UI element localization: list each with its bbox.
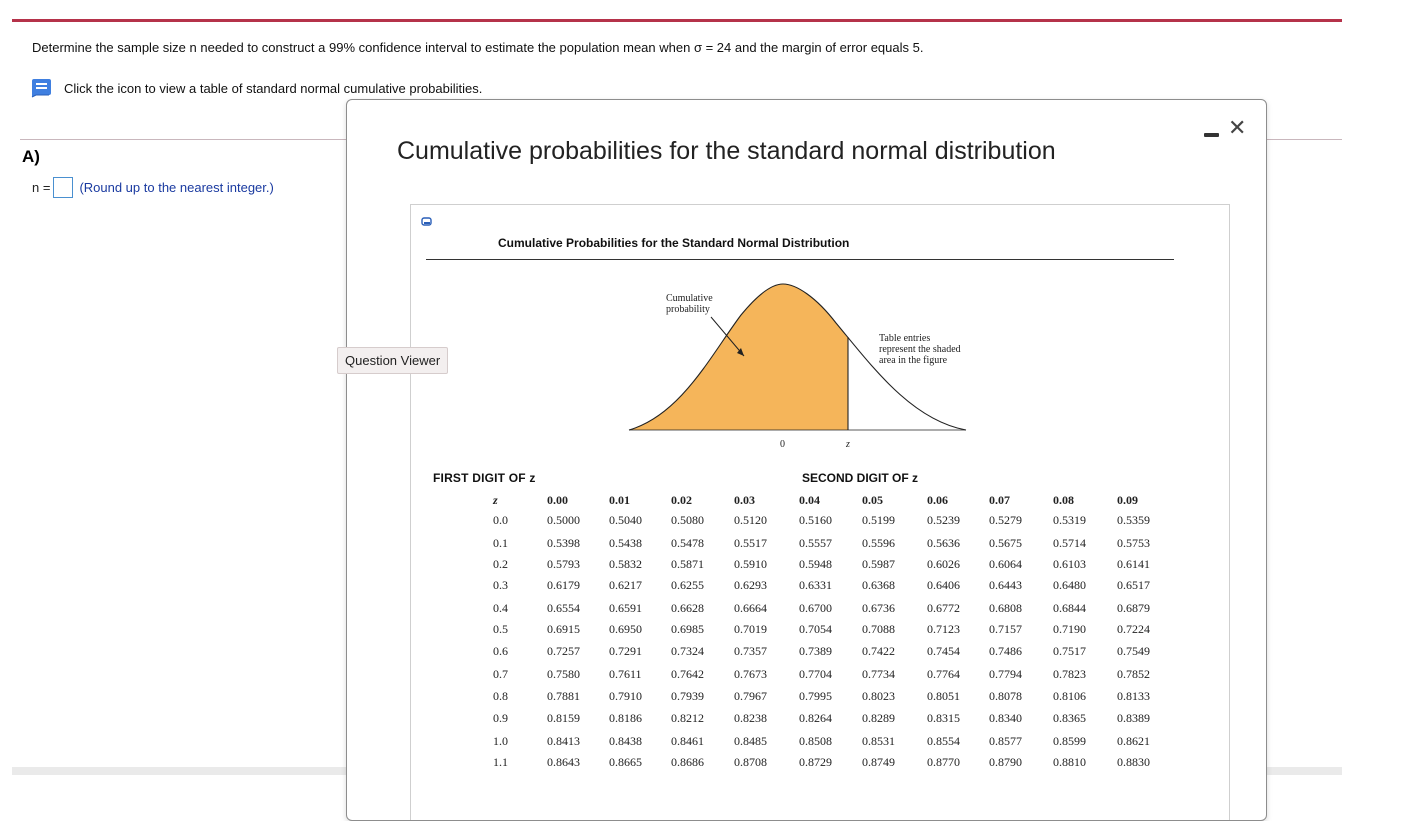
question-text: Determine the sample size n needed to construct a 99% confidence interval to estimate the population mean when σ = 24 and the margin of error equals 5.: [32, 40, 924, 55]
entries-label-3: area in the figure: [879, 355, 948, 366]
z-value-cell: 0.0: [493, 513, 508, 527]
probability-cell: 0.6255: [671, 578, 704, 592]
probability-cell: 0.6331: [799, 578, 832, 592]
normal-curve-figure: [411, 205, 1229, 465]
probability-cell: 0.7642: [671, 667, 704, 681]
probability-cell: 0.8665: [609, 755, 642, 769]
probability-cell: 0.6293: [734, 578, 767, 592]
axis-z-label: z: [846, 439, 850, 450]
probability-cell: 0.5753: [1117, 536, 1150, 550]
probability-cell: 0.8485: [734, 734, 767, 748]
probability-cell: 0.7852: [1117, 667, 1150, 681]
second-digit-header: 0.08: [1053, 493, 1074, 507]
probability-cell: 0.8078: [989, 689, 1022, 703]
second-digit-header: 0.04: [799, 493, 820, 507]
probability-cell: 0.6736: [862, 601, 895, 615]
probability-cell: 0.7422: [862, 644, 895, 658]
probability-cell: 0.7995: [799, 689, 832, 703]
probability-cell: 0.7881: [547, 689, 580, 703]
probability-cell: 0.7794: [989, 667, 1022, 681]
second-digit-header: 0.03: [734, 493, 755, 507]
probability-cell: 0.8770: [927, 755, 960, 769]
probability-cell: 0.5948: [799, 557, 832, 571]
z-value-cell: 0.3: [493, 578, 508, 592]
cumulative-table-dialog: [346, 99, 1267, 821]
dialog-title: Cumulative probabilities for the standard normal distribution: [397, 137, 1056, 165]
probability-cell: 0.7823: [1053, 667, 1086, 681]
probability-cell: 0.7764: [927, 667, 960, 681]
probability-cell: 0.8365: [1053, 711, 1086, 725]
probability-cell: 0.8289: [862, 711, 895, 725]
probability-cell: 0.5438: [609, 536, 642, 550]
probability-cell: 0.7967: [734, 689, 767, 703]
probability-cell: 0.7549: [1117, 644, 1150, 658]
probability-cell: 0.7324: [671, 644, 704, 658]
probability-cell: 0.6950: [609, 622, 642, 636]
probability-cell: 0.6554: [547, 601, 580, 615]
probability-cell: 0.6217: [609, 578, 642, 592]
second-digit-header: 0.02: [671, 493, 692, 507]
minimize-icon[interactable]: [1204, 133, 1219, 137]
probability-cell: 0.6591: [609, 601, 642, 615]
cumulative-label-2: probability: [666, 304, 710, 315]
probability-cell: 0.7734: [862, 667, 895, 681]
probability-cell: 0.8729: [799, 755, 832, 769]
probability-cell: 0.8133: [1117, 689, 1150, 703]
probability-cell: 0.8186: [609, 711, 642, 725]
probability-cell: 0.6985: [671, 622, 704, 636]
probability-cell: 0.8599: [1053, 734, 1086, 748]
probability-cell: 0.8413: [547, 734, 580, 748]
z-value-cell: 1.1: [493, 755, 508, 769]
second-digit-header: 0.01: [609, 493, 630, 507]
z-value-cell: 0.1: [493, 536, 508, 550]
answer-row: [32, 177, 274, 198]
z-value-cell: 0.7: [493, 667, 508, 681]
z-value-cell: 0.8: [493, 689, 508, 703]
z-value-cell: 0.4: [493, 601, 508, 615]
first-digit-label: FIRST DIGIT OF z: [433, 471, 536, 485]
probability-cell: 0.8315: [927, 711, 960, 725]
probability-cell: 0.6808: [989, 601, 1022, 615]
probability-cell: 0.7291: [609, 644, 642, 658]
probability-cell: 0.7486: [989, 644, 1022, 658]
probability-cell: 0.8554: [927, 734, 960, 748]
probability-cell: 0.7704: [799, 667, 832, 681]
probability-cell: 0.6103: [1053, 557, 1086, 571]
probability-cell: 0.8830: [1117, 755, 1150, 769]
z-value-cell: 1.0: [493, 734, 508, 748]
probability-cell: 0.7517: [1053, 644, 1086, 658]
probability-cell: 0.7611: [609, 667, 642, 681]
probability-cell: 0.8810: [1053, 755, 1086, 769]
probability-cell: 0.5557: [799, 536, 832, 550]
round-hint: (Round up to the nearest integer.): [79, 180, 274, 195]
probability-cell: 0.8708: [734, 755, 767, 769]
z-value-cell: 0.5: [493, 622, 508, 636]
probability-cell: 0.8212: [671, 711, 704, 725]
probability-cell: 0.6480: [1053, 578, 1086, 592]
probability-cell: 0.6179: [547, 578, 580, 592]
probability-cell: 0.5636: [927, 536, 960, 550]
z-value-cell: 0.6: [493, 644, 508, 658]
probability-cell: 0.7157: [989, 622, 1022, 636]
probability-cell: 0.8508: [799, 734, 832, 748]
probability-cell: 0.5000: [547, 513, 580, 527]
second-digit-header: 0.05: [862, 493, 883, 507]
probability-cell: 0.8749: [862, 755, 895, 769]
probability-cell: 0.7123: [927, 622, 960, 636]
probability-cell: 0.7019: [734, 622, 767, 636]
probability-cell: 0.5478: [671, 536, 704, 550]
probability-cell: 0.6406: [927, 578, 960, 592]
probability-cell: 0.5120: [734, 513, 767, 527]
probability-cell: 0.5517: [734, 536, 767, 550]
probability-cell: 0.7357: [734, 644, 767, 658]
table-link-text[interactable]: Click the icon to view a table of standard normal cumulative probabilities.: [64, 80, 483, 96]
probability-cell: 0.6141: [1117, 557, 1150, 571]
probability-cell: 0.5199: [862, 513, 895, 527]
probability-cell: 0.8051: [927, 689, 960, 703]
probability-cell: 0.8577: [989, 734, 1022, 748]
probability-cell: 0.6700: [799, 601, 832, 615]
answer-input[interactable]: [53, 177, 73, 198]
probability-cell: 0.6772: [927, 601, 960, 615]
probability-cell: 0.6368: [862, 578, 895, 592]
probability-cell: 0.6026: [927, 557, 960, 571]
probability-cell: 0.5359: [1117, 513, 1150, 527]
question-viewer-tooltip: Question Viewer: [337, 347, 448, 374]
probability-cell: 0.6517: [1117, 578, 1150, 592]
z-header: z: [493, 493, 498, 507]
probability-cell: 0.8389: [1117, 711, 1150, 725]
probability-cell: 0.6628: [671, 601, 704, 615]
probability-cell: 0.7673: [734, 667, 767, 681]
probability-cell: 0.8159: [547, 711, 580, 725]
second-digit-label: SECOND DIGIT OF z: [802, 471, 919, 485]
probability-cell: 0.6664: [734, 601, 767, 615]
probability-cell: 0.5040: [609, 513, 642, 527]
probability-cell: 0.7224: [1117, 622, 1150, 636]
axis-zero-label: 0: [780, 439, 785, 450]
probability-cell: 0.7054: [799, 622, 832, 636]
cumulative-label-1: Cumulative: [666, 293, 713, 304]
probability-cell: 0.7910: [609, 689, 642, 703]
table-link-row[interactable]: [30, 78, 482, 98]
probability-cell: 0.5319: [1053, 513, 1086, 527]
table-figure: [410, 204, 1230, 821]
probability-cell: 0.8340: [989, 711, 1022, 725]
probability-cell: 0.8264: [799, 711, 832, 725]
probability-cell: 0.8438: [609, 734, 642, 748]
probability-cell: 0.8531: [862, 734, 895, 748]
probability-cell: 0.7939: [671, 689, 704, 703]
probability-cell: 0.8461: [671, 734, 704, 748]
probability-cell: 0.5596: [862, 536, 895, 550]
probability-cell: 0.8023: [862, 689, 895, 703]
probability-cell: 0.5793: [547, 557, 580, 571]
probability-cell: 0.5987: [862, 557, 895, 571]
probability-cell: 0.5910: [734, 557, 767, 571]
second-digit-header: 0.07: [989, 493, 1010, 507]
probability-cell: 0.6879: [1117, 601, 1150, 615]
probability-cell: 0.5279: [989, 513, 1022, 527]
probability-cell: 0.8238: [734, 711, 767, 725]
second-digit-header: 0.00: [547, 493, 568, 507]
probability-cell: 0.6064: [989, 557, 1022, 571]
probability-cell: 0.7190: [1053, 622, 1086, 636]
top-accent-bar: [12, 19, 1342, 22]
figure-title: Cumulative Probabilities for the Standard Normal Distribution: [498, 236, 850, 250]
probability-cell: 0.5398: [547, 536, 580, 550]
probability-cell: 0.5871: [671, 557, 704, 571]
probability-cell: 0.5832: [609, 557, 642, 571]
entries-label-1: Table entries: [879, 333, 931, 344]
probability-cell: 0.5160: [799, 513, 832, 527]
probability-cell: 0.6844: [1053, 601, 1086, 615]
close-icon[interactable]: ✕: [1228, 115, 1247, 140]
probability-cell: 0.7088: [862, 622, 895, 636]
probability-cell: 0.5714: [1053, 536, 1086, 550]
probability-cell: 0.5080: [671, 513, 704, 527]
probability-cell: 0.7389: [799, 644, 832, 658]
part-label: A): [22, 147, 40, 166]
second-digit-header: 0.06: [927, 493, 948, 507]
probability-cell: 0.7257: [547, 644, 580, 658]
probability-cell: 0.8621: [1117, 734, 1150, 748]
z-value-cell: 0.2: [493, 557, 508, 571]
book-icon[interactable]: [30, 78, 52, 98]
probability-cell: 0.7454: [927, 644, 960, 658]
probability-cell: 0.8643: [547, 755, 580, 769]
probability-cell: 0.8106: [1053, 689, 1086, 703]
probability-cell: 0.6915: [547, 622, 580, 636]
entries-label-2: represent the shaded: [879, 344, 961, 355]
n-label: n =: [32, 180, 51, 195]
second-digit-header: 0.09: [1117, 493, 1138, 507]
shaded-area: [629, 284, 848, 430]
z-value-cell: 0.9: [493, 711, 508, 725]
probability-cell: 0.5675: [989, 536, 1022, 550]
probability-cell: 0.8790: [989, 755, 1022, 769]
probability-cell: 0.5239: [927, 513, 960, 527]
probability-cell: 0.6443: [989, 578, 1022, 592]
probability-cell: 0.8686: [671, 755, 704, 769]
probability-cell: 0.7580: [547, 667, 580, 681]
